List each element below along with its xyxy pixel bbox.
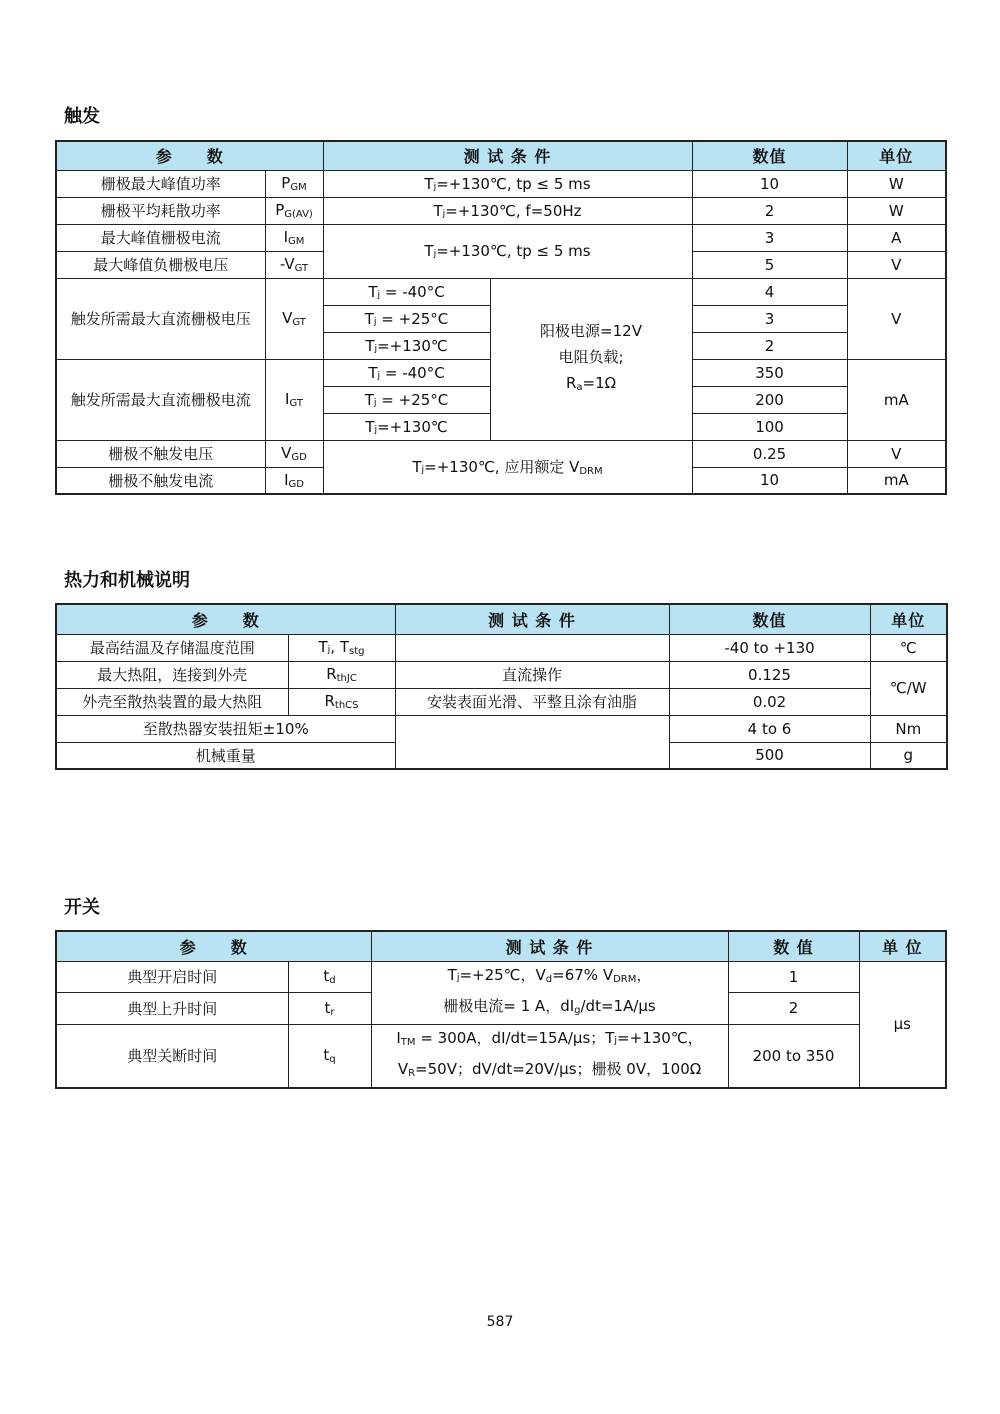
param-name: 最大热阻，连接到外壳	[56, 661, 288, 688]
param-value: 100	[692, 413, 847, 440]
param-name: 外壳至散热装置的最大热阻	[56, 688, 288, 715]
param-unit: A	[847, 224, 946, 251]
param-symbol: $-V_{GT}$	[265, 251, 323, 278]
test-condition: 阳极电源=12V 电阻负载; $R_a=1\Omega$	[490, 278, 692, 440]
param-unit: Nm	[870, 715, 947, 742]
param-symbol: $I_{GT}$	[265, 359, 323, 440]
param-name: 典型开启时间	[56, 961, 288, 993]
param-unit: V	[847, 278, 946, 359]
param-name: 最大峰值栅极电流	[56, 224, 265, 251]
param-symbol: $P_{G(AV)}$	[265, 197, 323, 224]
header-cond: 测 试 条 件	[395, 604, 669, 634]
param-value: 500	[669, 742, 870, 769]
header-cond: 测 试 条 件	[371, 931, 728, 961]
header-param: 参 数	[56, 604, 395, 634]
param-symbol: $I_{GM}$	[265, 224, 323, 251]
thermal-table	[55, 603, 948, 770]
param-value: 3	[692, 305, 847, 332]
test-condition: $I_{TM} = 300A$，dI/dt=15A/μs；Tⱼ=+130℃， $V_R=50V$；dV/dt=20V/μs；栅极 0V，100Ω	[371, 1024, 728, 1088]
param-value: 0.25	[692, 440, 847, 467]
param-value: 2	[728, 993, 859, 1025]
section-title-thermal: 热力和机械说明	[64, 570, 190, 591]
trigger-table	[55, 140, 947, 495]
param-symbol: $R_{thCS}$	[288, 688, 395, 715]
temp-condition: Tⱼ = +25°C	[323, 386, 490, 413]
param-symbol: $V_{GD}$	[265, 440, 323, 467]
param-unit: V	[847, 440, 946, 467]
param-value: 4 to 6	[669, 715, 870, 742]
param-unit: g	[870, 742, 947, 769]
test-condition: Tⱼ=+130℃, f=50Hz	[323, 197, 692, 224]
header-unit: 单 位	[859, 931, 946, 961]
param-symbol: $t_r$	[288, 993, 371, 1025]
param-name: 机械重量	[56, 742, 395, 769]
param-value: 350	[692, 359, 847, 386]
test-condition: 直流操作	[395, 661, 669, 688]
param-name: 触发所需最大直流栅极电压	[56, 278, 265, 359]
param-value: 1	[728, 961, 859, 993]
param-value: 10	[692, 467, 847, 494]
param-name: 典型上升时间	[56, 993, 288, 1025]
section-title-trigger: 触发	[64, 106, 100, 127]
test-condition: Tⱼ=+130℃, tp ≤ 5 ms	[323, 170, 692, 197]
param-unit: W	[847, 170, 946, 197]
param-symbol: $t_q$	[288, 1024, 371, 1088]
test-condition: 安装表面光滑、平整且涂有油脂	[395, 688, 669, 715]
param-symbol: $P_{GM}$	[265, 170, 323, 197]
param-name: 最大峰值负栅极电压	[56, 251, 265, 278]
param-value: 2	[692, 332, 847, 359]
header-cond: 测 试 条 件	[323, 141, 692, 170]
header-unit: 单位	[847, 141, 946, 170]
param-symbol: $t_d$	[288, 961, 371, 993]
temp-condition: Tⱼ = -40°C	[323, 278, 490, 305]
param-name: 典型关断时间	[56, 1024, 288, 1088]
param-name: 栅极不触发电流	[56, 467, 265, 494]
param-value: 200 to 350	[728, 1024, 859, 1088]
param-name: 栅极平均耗散功率	[56, 197, 265, 224]
param-value: 10	[692, 170, 847, 197]
header-value: 数值	[669, 604, 870, 634]
param-name: 至散热器安装扭矩±10%	[56, 715, 395, 742]
param-value: 2	[692, 197, 847, 224]
param-unit: μs	[859, 961, 946, 1088]
section-title-switching: 开关	[64, 897, 100, 918]
param-symbol: Tⱼ, $T_{stg}$	[288, 634, 395, 661]
temp-condition: Tⱼ=+130℃	[323, 413, 490, 440]
param-name: 栅极不触发电压	[56, 440, 265, 467]
test-condition	[395, 715, 669, 769]
param-value: 0.125	[669, 661, 870, 688]
header-value: 数 值	[728, 931, 859, 961]
temp-condition: Tⱼ = -40°C	[323, 359, 490, 386]
switching-table	[55, 930, 947, 1089]
test-condition	[395, 634, 669, 661]
param-value: 200	[692, 386, 847, 413]
page-number: 587	[486, 1314, 514, 1330]
test-condition: Tⱼ=+25℃，$V_d=67\%$ $V_{DRM}$， 栅极电流= 1 A，$dI_g/dt=1A/\mu s$	[371, 961, 728, 1024]
header-param: 参 数	[56, 141, 323, 170]
param-unit: ℃	[870, 634, 947, 661]
test-condition: Tⱼ=+130℃, 应用额定 $V_{DRM}$	[323, 440, 692, 494]
param-value: 5	[692, 251, 847, 278]
param-unit: mA	[847, 359, 946, 440]
param-unit: ℃/W	[870, 661, 947, 715]
temp-condition: Tⱼ=+130℃	[323, 332, 490, 359]
param-value: 4	[692, 278, 847, 305]
param-name: 触发所需最大直流栅极电流	[56, 359, 265, 440]
param-symbol: $R_{thJC}$	[288, 661, 395, 688]
header-unit: 单位	[870, 604, 947, 634]
param-name: 栅极最大峰值功率	[56, 170, 265, 197]
header-value: 数值	[692, 141, 847, 170]
test-condition: Tⱼ=+130℃, tp ≤ 5 ms	[323, 224, 692, 278]
param-symbol: $V_{GT}$	[265, 278, 323, 359]
header-param: 参 数	[56, 931, 371, 961]
param-unit: mA	[847, 467, 946, 494]
param-unit: V	[847, 251, 946, 278]
temp-condition: Tⱼ = +25°C	[323, 305, 490, 332]
param-symbol: $I_{GD}$	[265, 467, 323, 494]
param-value: 3	[692, 224, 847, 251]
param-unit: W	[847, 197, 946, 224]
param-name: 最高结温及存储温度范围	[56, 634, 288, 661]
param-value: 0.02	[669, 688, 870, 715]
param-value: -40 to +130	[669, 634, 870, 661]
